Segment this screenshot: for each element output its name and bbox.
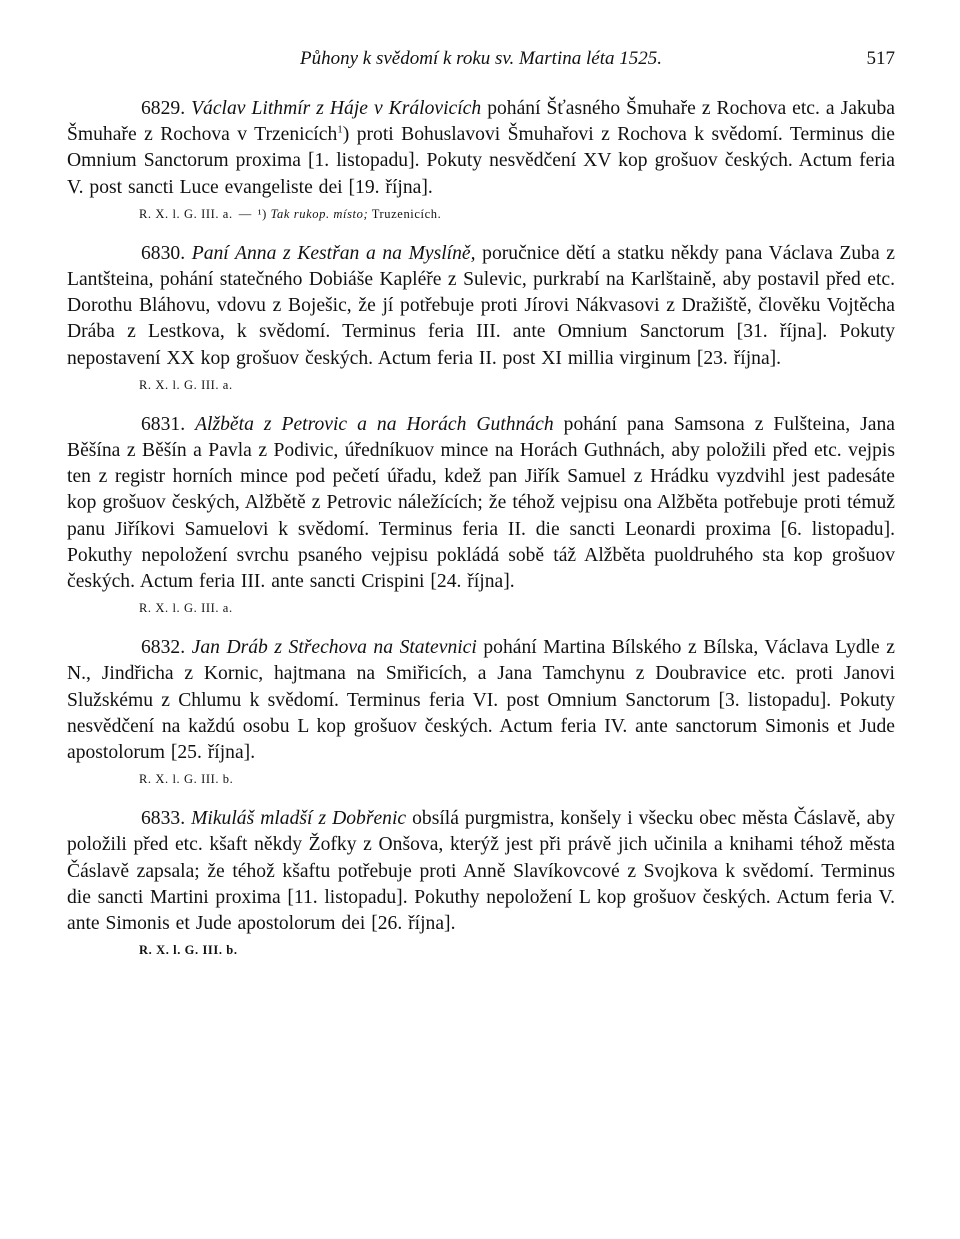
entry-body-continued: ) proti Bohuslavovi Šmuhařovi z Rochova k svědomí. Terminus die Omnium Sanctorum proxima [1. listopadu]. Pokuty nesvědčení XV kop grošuov českých. Actum feria V. post sancti Luce evangeliste dei [19. října]. (67, 124, 895, 198)
entry-number: 6832. (141, 637, 186, 659)
footnote-reference: 1 (337, 123, 343, 136)
footnote-separator: — (238, 206, 252, 221)
entry-number: 6829. (141, 98, 186, 119)
source-signature: R. X. l. G. III. a. (139, 206, 233, 221)
entry-6831 (67, 412, 895, 617)
entry-6830 (67, 241, 895, 394)
source-reference: R. X. l. G. III. b. (139, 772, 234, 787)
entry-name: Václav Lithmír z Háje v Královicích (191, 98, 482, 119)
document-page (67, 42, 895, 959)
entry-name: Alžběta z Petrovic a na Horách Guthnách (195, 413, 554, 435)
entry-text (67, 96, 895, 201)
entry-number: 6830. (141, 242, 186, 264)
entry-name: Jan Dráb z Střechova na Statevnici (191, 637, 477, 659)
entry-6829 (67, 96, 895, 223)
page-number: 517 (866, 48, 895, 69)
source-reference: R. X. l. G. III. a. (139, 601, 233, 616)
entry-body: obsílá purgmistra, konšely i všecku obec města Čáslavě, aby položili před etc. kšaft někdy Žofky z Onšova, kterýž jest při právě jich učinila a knihami téhož města Čáslavě zapsala; že téhož kšaftu potřebuje proti Anně Slavíkovcové z Svojkova k svědomí. Terminus die sancti Martini proxima [11. listopadu]. Pokuthy nepoložení L kop grošuov českých. Actum feria V. ante Simonis et Jude apostolorum dei [26. října]. (67, 808, 895, 935)
entry-6832 (67, 635, 895, 788)
entry-6833 (67, 806, 895, 959)
page-header (67, 42, 895, 72)
entry-text (67, 806, 895, 937)
entry-number: 6831. (141, 413, 186, 435)
entry-text (67, 412, 895, 595)
entry-name: Paní Anna z Kestřan a na Myslíně, (191, 242, 476, 264)
entry-body: pohání pana Samsona z Fulšteina, Jana Běšína z Běšín a Pavla z Podivic, úředníkuov mince na Horách Guthnách, aby položili před etc. vejpis ten z registr horních mince pod pečetí úřadu, kdež pan Jiřík Samuel z Hrádku vyzdvihl jest padesáte kop grošuov českých, Alžbětě z Petrovic náležících; že téhož vejpisu ona Alžběta potřebuje proti témuž panu Jiříkovi Samuelovi k svědomí. Terminus feria II. die sancti Leonardi proxima [6. listopadu]. Pokuthy nepoložení svrchu psaného vejpisu pokládá sobě táž Alžběta puoldruhého sta kop grošuov českých. Actum feria III. ante sancti Crispini [24. října]. (67, 413, 895, 593)
entry-name: Mikuláš mladší z Dobřenic (191, 808, 407, 830)
entry-body: poručnice dětí a statku někdy pana Václava Zuba z Lantšteina, pohání statečného Dobiáše Kapléře z Sulevic, purkrabí na Karlštaině, aby postavil před etc. Dorothu Bláhovu, vdovu z Boješic, že jí potřebuje proti Jírovi Nákvasovi z Dražiště, člověku Vojtěcha Drába z Lestkova, k svědomí. Terminus feria III. ante Omnium Sanctorum [31. října]. Pokuty nepostavení XX kop grošuov českých. Actum feria II. post XI millia virginum [23. října]. (67, 242, 895, 369)
entry-number: 6833. (141, 808, 186, 830)
footnote-italic: Tak rukop. místo; (270, 206, 369, 221)
entry-text (67, 241, 895, 372)
source-reference: R. X. l. G. III. a. (139, 377, 233, 392)
entry-body: pohání Šťasného Šmuhaře z Rochova etc. a Jakuba Šmuhaře z Rochova v Trzenicích (67, 98, 895, 146)
source-reference (139, 205, 895, 223)
running-title: Půhony k svědomí k roku sv. Martina léta 1525. (300, 48, 662, 69)
entry-text (67, 635, 895, 766)
source-reference: R. X. l. G. III. b. (139, 943, 238, 958)
footnote-mark: ¹) (257, 206, 267, 221)
footnote-text: Truzenicích. (371, 206, 442, 221)
entry-body: pohání Martina Bílského z Bílska, Václava Lydle z N., Jindřicha z Kornic, hajtmana na Smiřicích, a Jana Tamchynu z Doubravice etc. proti Janovi Služskému z Chlumu k svědomí. Terminus feria VI. post Omnium Sanctorum [3. listopadu]. Pokuty nesvědčení na každú osobu L kop grošuov českých. Actum feria IV. ante sanctorum Simonis et Jude apostolorum [25. října]. (67, 637, 895, 764)
